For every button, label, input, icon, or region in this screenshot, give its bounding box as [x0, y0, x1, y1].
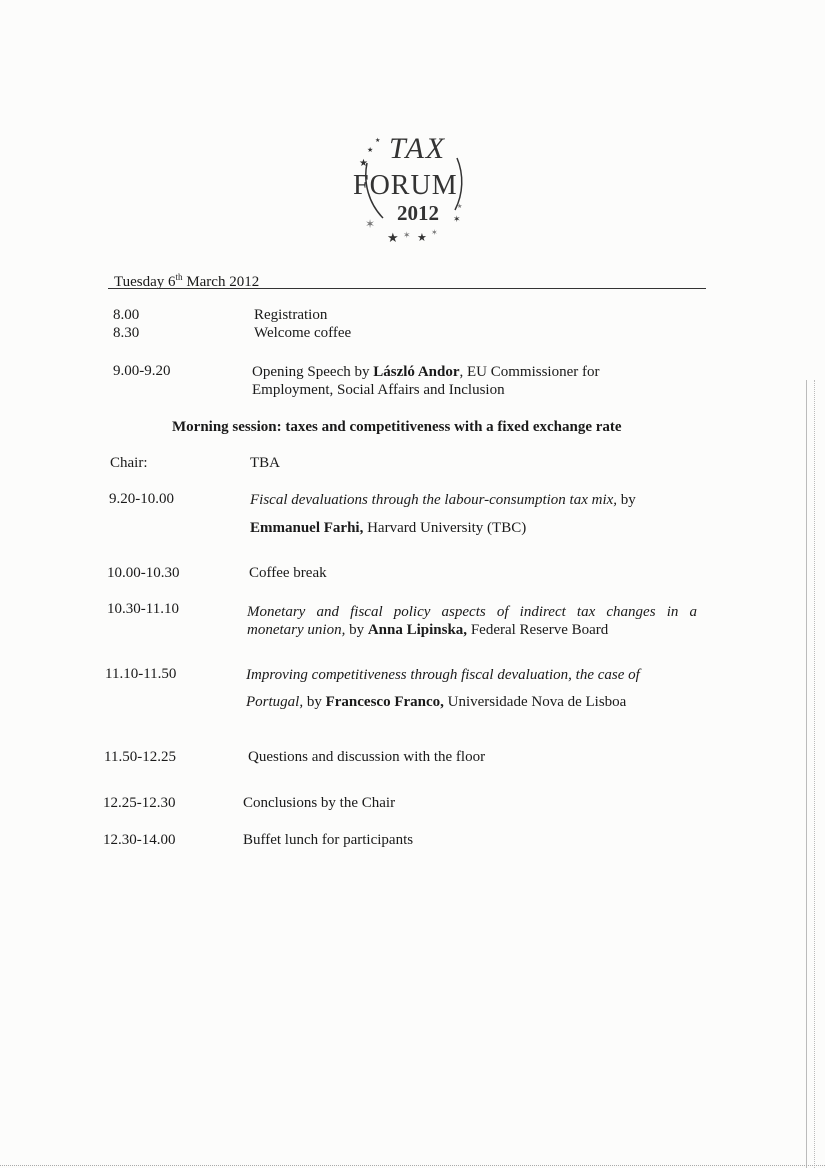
svg-text:✶: ✶: [453, 215, 461, 225]
svg-text:✶: ✶: [365, 217, 376, 231]
svg-text:★: ★: [367, 146, 374, 154]
chair-value: TBA: [250, 455, 280, 471]
chair-label: Chair:: [110, 455, 148, 471]
item-opening-line2: Employment, Social Affairs and Inclusion: [252, 382, 505, 398]
svg-text:★: ★: [375, 137, 381, 144]
time-questions: 11.50-12.25: [104, 749, 176, 765]
time-talk2: 10.30-11.10: [107, 601, 179, 617]
logo-graphic: [345, 118, 480, 248]
item-questions: Questions and discussion with the floor: [248, 749, 486, 765]
scan-edge-right-2: [814, 380, 815, 1168]
time-coffee-break: 10.00-10.30: [107, 565, 180, 581]
talk1-title: Fiscal devaluations through the labour-consumption tax mix, by: [250, 492, 636, 508]
item-welcome-coffee: Welcome coffee: [254, 325, 352, 341]
scan-edge-bottom: [0, 1165, 825, 1166]
talk1-speaker: Emmanuel Farhi, Harvard University (TBC): [250, 520, 527, 536]
time-opening: 9.00-9.20: [113, 363, 171, 379]
talk3-title-line2: Portugal, by Francesco Franco, Universidade Nova de Lisboa: [246, 694, 627, 710]
item-coffee-break: Coffee break: [249, 565, 327, 581]
time-conclusions: 12.25-12.30: [103, 795, 176, 811]
item-conclusions: Conclusions by the Chair: [243, 795, 396, 811]
time-welcome-coffee: 8.30: [113, 325, 140, 341]
item-registration: Registration: [254, 307, 328, 323]
logo-tax: TAX: [389, 132, 447, 165]
svg-text:✶: ✶: [431, 228, 438, 237]
talk2-title-line2: monetary union, by Anna Lipinska, Federal Reserve Board: [247, 622, 609, 638]
talk2-title-line1: Monetary and fiscal policy aspects of indirect tax changes in a: [247, 604, 697, 620]
date-heading: Tuesday 6th March 2012: [114, 272, 260, 290]
svg-text:★: ★: [417, 231, 427, 244]
time-talk1: 9.20-10.00: [109, 491, 174, 507]
item-opening-line1: Opening Speech by László Andor, EU Commissioner for: [252, 364, 600, 380]
item-lunch: Buffet lunch for participants: [243, 832, 414, 848]
scan-edge-right: [806, 380, 807, 1168]
header-rule: [108, 288, 706, 289]
time-talk3: 11.10-11.50: [105, 666, 177, 682]
svg-text:★: ★: [457, 203, 463, 210]
logo-year: 2012: [397, 201, 439, 225]
svg-text:★: ★: [359, 158, 368, 169]
time-lunch: 12.30-14.00: [103, 832, 176, 848]
session-title: Morning session: taxes and competitiveness with a fixed exchange rate: [172, 419, 622, 435]
logo-forum: FORUM: [353, 170, 458, 201]
talk3-title-line1: Improving competitiveness through fiscal devaluation, the case of: [246, 667, 640, 683]
svg-text:✶: ✶: [403, 231, 411, 241]
tax-forum-logo: [345, 118, 480, 253]
svg-text:★: ★: [387, 231, 399, 246]
time-registration: 8.00: [113, 307, 140, 323]
